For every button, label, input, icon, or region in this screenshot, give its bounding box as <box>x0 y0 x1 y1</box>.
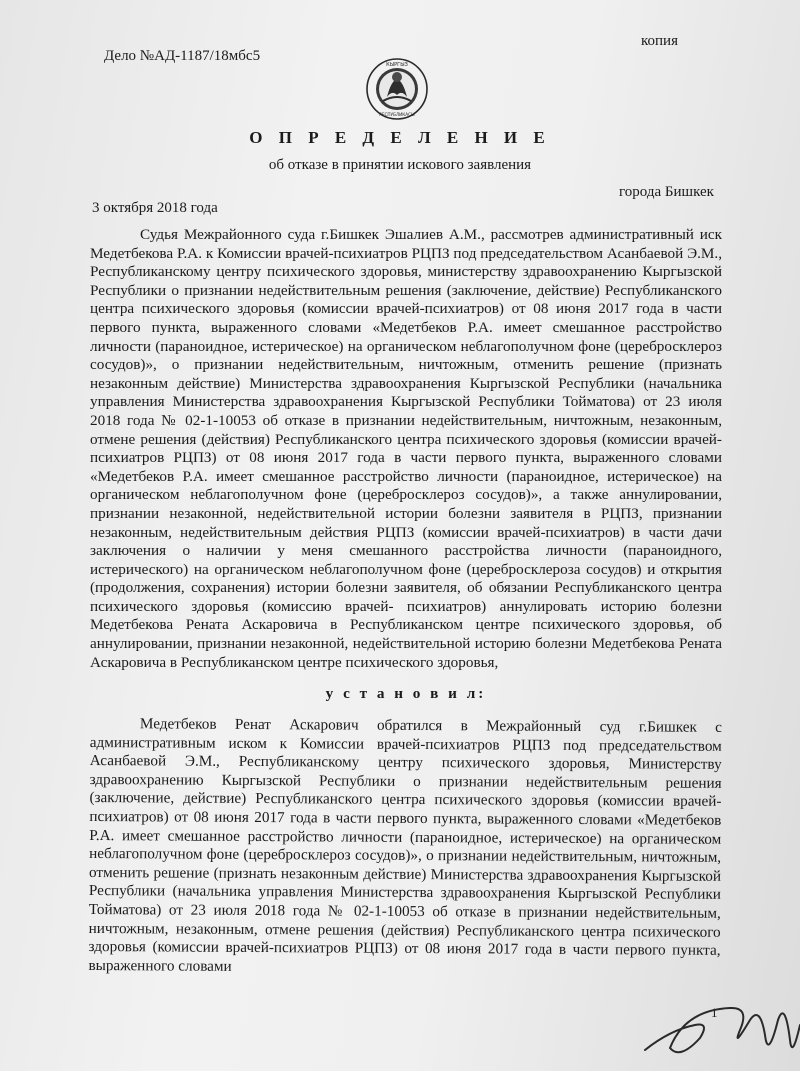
document-date: 3 октября 2018 года <box>92 200 218 216</box>
state-emblem-icon <box>365 57 429 121</box>
svg-text:КЫРГЫЗ: КЫРГЫЗ <box>386 62 408 68</box>
paragraph-2: Медетбеков Ренат Аскарович обратился в Межрайонный суд г.Бишкек с административным иском к Комиссии врачей-психиатров РЦПЗ под председательством Асанбаевой Э.М., Республиканскому центру психического здоровья, Министерству здравоохранению Кыргызской Республики о признании недействительным решения (заключение, действие) Республиканского центра психического здоровья (комиссии врачей-психиатров) от 08 июня 2017 года в части первого пункта, выраженного словами «Медетбеков Р.А. имеет смешанное расстройство личности (параноидное, истерическое) на органическом неблагополучном фоне (церебросклероз сосудов)», о признании недействительным, ничтожным, отменить решение (признать незаконным действие) Министерства здравоохранения Кыргызской Республики (начальника управления Министерства здравоохранения Кыргызской Республики Тойматова) от 23 июля 2018 года № 02-1-10053 об отказе в признании недействительным, ничтожным, незаконным, отмене решения (действия) Республиканского центра психического здоровья (комиссии врачей-психиатров РЦПЗ) от 08 июня 2017 года в части первого пункта, выраженного словами <box>88 715 722 975</box>
paragraph-1: Судья Межрайонного суда г.Бишкек Эшалиев А.М., рассмотрев административный иск Медетбекова Р.А. к Комиссии врачей-психиатров РЦПЗ под председательством Асанбаевой Э.М., Республиканскому центру психического здоровья, министерству здравоохранению Кыргызской Республики о признании недействительным решения (заключение, действие) Республиканского центра психического здоровья (комиссии врачей-психиатров) от 08 июня 2017 года в части первого пункта, выраженного словами «Медетбеков Р.А. имеет смешанное расстройство личности (параноидное, истерическое) на органическом неблагополучном фоне (церебросклероз сосудов)», о признании недействительным, ничтожным, отменить решение (признать незаконным действие) Министерства здравоохранения Кыргызской Республики (начальника управления Министерства здравоохранения Кыргызской Республики Тойматова) от 23 июля 2018 года № 02-1-10053 об отказе в признании недействительным, ничтожным, незаконным, отмене решения (действия) Республиканского центра психического здоровья (комиссии врачей-психиатров РЦПЗ) от 08 июня 2017 года в части первого пункта, выраженного словами «Медетбеков Р.А. имеет смешанное расстройство личности (параноидное, истерическое) на органическом неблагополучном фоне (церебросклероз сосудов)», а также аннулировании, признании незаконной, недействительной истории болезни заявителя в РЦПЗ, признании незаконным, недействительным действия РЦПЗ (комиссии врачей-психиатров) в части дачи заключения о наличии у меня смешанного расстройства личности (параноидного, истерического) на органическом неблагополучном фоне (церебросклероза сосудов) и открытия (продолжения, сохранения) истории болезни заявителя, об обязании Республиканского центра психического здоровья (комиссию врачей- психиатров) аннулировать историю болезни Медетбекова Рената Аскаровича в Республиканском центре психического здоровья, об аннулировании, признании незаконной, недействительной историю болезни Медетбекова Рената Аскаровича в Республиканском центре психического здоровья, <box>90 226 722 671</box>
document-body <box>90 226 722 975</box>
signature <box>640 990 800 1071</box>
svg-text:РЕСПУБЛИКАСЫ: РЕСПУБЛИКАСЫ <box>379 112 415 117</box>
case-number: Дело №АД-1187/18мбс5 <box>104 48 261 64</box>
document-title: О П Р Е Д Е Л Е Н И Е <box>249 128 551 147</box>
city: города Бишкек <box>619 184 714 200</box>
document-subtitle: об отказе в принятии искового заявления <box>268 157 532 173</box>
page-number: 1 <box>711 1005 718 1020</box>
copy-mark: копия <box>641 33 678 49</box>
established-heading: у с т а н о в и л: <box>325 685 487 703</box>
